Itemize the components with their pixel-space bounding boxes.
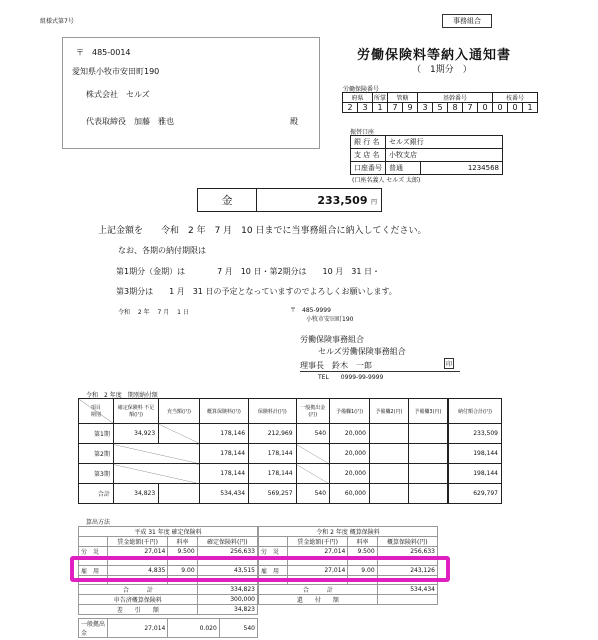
cell-reserve1: 20,000 xyxy=(330,424,370,444)
code-head-jurisdiction: 所掌 xyxy=(373,93,388,103)
issue-date: 令和 2 年 7 月 1 日 xyxy=(118,309,189,316)
bank-key: 銀 行 名 xyxy=(351,136,386,149)
notice-title: 労働保険料等納入通知書 xyxy=(357,48,512,63)
code-digit: 3 xyxy=(418,103,433,113)
association-tel: TEL 0999-99-9999 xyxy=(318,374,384,381)
code-head-prefecture: 府県 xyxy=(343,93,373,103)
association-name: 労働保険事務組合 xyxy=(300,335,364,344)
association-full-name: セルズ労働保険事務組合 xyxy=(318,347,406,356)
cell-reserve2 xyxy=(369,424,408,444)
head-estimated: 概算保険料(円) xyxy=(199,399,248,424)
calc-wage: 27,014 xyxy=(288,566,348,576)
cell-general xyxy=(296,464,330,484)
calc-head: 確定保険料(円) xyxy=(197,537,257,547)
code-digit: 1 xyxy=(523,103,538,113)
installment-table xyxy=(78,398,502,504)
association-address: 小牧市安田町190 xyxy=(306,316,354,323)
cell-reserve1: 20,000 xyxy=(330,464,370,484)
calc-premium: 243,126 xyxy=(377,566,437,576)
calc-premium: 43,515 xyxy=(197,566,257,576)
head-period: 期別 xyxy=(90,412,101,418)
calc-rate: 9.500 xyxy=(348,547,377,557)
bank-key: 支 店 名 xyxy=(351,149,386,162)
general-rate: 0.020 xyxy=(168,619,219,638)
installment-caption: 令和 2 年度 期別納付額 xyxy=(86,392,158,399)
code-digit: 0 xyxy=(493,103,508,113)
head-payment-total: 納付額合計(円) xyxy=(448,399,502,424)
insurance-number-table xyxy=(342,92,538,113)
cell-general: 540 xyxy=(296,424,330,444)
code-digit: 0 xyxy=(508,103,523,113)
deadline-line-1: 第1期分（金期）は 7 月 10 日・第2期分は 10 月 31 日・ xyxy=(116,267,380,276)
deadline-line-2: 第3期分は 1 月 31 日の予定となっていますのでよろしくお願いします。 xyxy=(116,287,397,296)
amount-box xyxy=(197,188,382,212)
cell-shortage xyxy=(113,444,199,464)
cell-reserve1: 20,000 xyxy=(330,444,370,464)
cell-reserve3 xyxy=(408,444,448,464)
head-corner: 項目 xyxy=(90,405,101,411)
calc-sum-value-right: 534,434 xyxy=(377,585,437,595)
general-wage: 27,014 xyxy=(108,619,168,638)
cell-estimated: 178,146 xyxy=(199,424,248,444)
cell-applied xyxy=(159,424,200,444)
head-general: 一般拠出金(円) xyxy=(296,399,330,424)
period-label: （ 1期分 ） xyxy=(412,65,472,75)
cell-premium-total: 212,969 xyxy=(249,424,296,444)
table-row xyxy=(79,424,502,444)
deadline-intro: なお、各期の納付期限は xyxy=(118,246,206,255)
calc-rate: 9.500 xyxy=(168,547,197,557)
amount-label: 金 xyxy=(198,189,257,212)
calc-caption: 算出方法 xyxy=(86,519,111,526)
bank-account-label: 振替口座 xyxy=(350,129,375,136)
recipient-address: 愛知県小牧市安田町190 xyxy=(72,67,160,76)
amount-unit: 円 xyxy=(370,198,377,206)
calc-sum-value: 334,823 xyxy=(197,585,257,595)
calc-rate: 9.00 xyxy=(168,566,197,576)
cell-reserve1: 60,000 xyxy=(330,484,370,504)
recipient-postal: 〒 485-0014 xyxy=(76,48,131,57)
cell-shortage xyxy=(113,464,199,484)
calc-diff-label: 差 引 額 xyxy=(79,605,198,615)
head-reserve1: 予備欄1(円) xyxy=(330,399,370,424)
table-row xyxy=(79,464,502,484)
recipient-company: 株式会社 セルズ xyxy=(86,90,150,99)
code-digit: 7 xyxy=(388,103,403,113)
calc-kind: 労 災 xyxy=(259,547,288,557)
cell-reserve3 xyxy=(408,464,448,484)
row-period: 第1期 xyxy=(79,424,114,444)
account-number: 1234568 xyxy=(420,162,502,175)
head-reserve3: 予備欄3(円) xyxy=(408,399,448,424)
cell-applied xyxy=(159,484,200,504)
calc-declared-label: 申告済概算保険料 xyxy=(79,595,198,605)
calc-sum-label: 合 計 xyxy=(79,585,198,595)
head-shortage: 確定保険料 不足額(円) xyxy=(113,399,158,424)
row-period: 合計 xyxy=(79,484,114,504)
calc-head: 賃金総額(千円) xyxy=(288,537,348,547)
amount-value: 233,509 xyxy=(317,193,368,207)
form-number: 組様式第7号 xyxy=(40,18,74,25)
code-head-office: 管轄 xyxy=(388,93,418,103)
calc-kind: 雇 用 xyxy=(259,566,288,576)
calc-head: 料率 xyxy=(168,537,197,547)
calc-head: 概算保険料(円) xyxy=(377,537,437,547)
calc-rate: 9.00 xyxy=(348,566,377,576)
code-digit: 3 xyxy=(358,103,373,113)
code-head-branch: 枝番号 xyxy=(493,93,538,103)
bank-table xyxy=(350,135,503,175)
head-reserve2: 予備欄2(円) xyxy=(369,399,408,424)
calc-wage: 4,835 xyxy=(108,566,168,576)
cell-payment: 629,797 xyxy=(448,484,502,504)
cell-estimated: 534,434 xyxy=(199,484,248,504)
code-digit: 2 xyxy=(343,103,358,113)
cell-general xyxy=(296,444,330,464)
code-digit: 1 xyxy=(373,103,388,113)
general-amount: 540 xyxy=(219,619,257,638)
cell-payment: 233,509 xyxy=(448,424,502,444)
cell-estimated: 178,144 xyxy=(199,464,248,484)
recipient-representative: 代表取締役 加藤 雅也 xyxy=(86,117,174,126)
account-holder: (口座名義人 セルズ 太郎) xyxy=(352,177,421,184)
table-row xyxy=(79,484,502,504)
calc-wage: 27,014 xyxy=(108,547,168,557)
cell-premium-total: 178,144 xyxy=(249,464,296,484)
bank-name: セルズ銀行 xyxy=(386,136,503,149)
general-label: 一般拠出金 xyxy=(79,619,108,638)
code-digit: 8 xyxy=(448,103,463,113)
calc-sum-label-right: 合 計 xyxy=(259,585,378,595)
calc-head: 料率 xyxy=(348,537,377,547)
code-head-base: 基幹番号 xyxy=(418,93,493,103)
cell-reserve2 xyxy=(369,444,408,464)
cell-shortage: 34,923 xyxy=(113,424,158,444)
code-digit: 9 xyxy=(403,103,418,113)
head-premium-total: 保険料計(円) xyxy=(249,399,296,424)
account-type: 普通 xyxy=(386,162,421,175)
branch-name: 小牧支店 xyxy=(386,149,503,162)
office-tag: 事務組合 xyxy=(442,14,492,28)
cell-premium-total: 178,144 xyxy=(249,444,296,464)
code-digit: 7 xyxy=(463,103,478,113)
association-postal: 〒 485-9999 xyxy=(290,307,331,314)
cell-general: 540 xyxy=(296,484,330,504)
cell-payment: 198,144 xyxy=(448,464,502,484)
calc-refund-label: 還 付 額 xyxy=(259,595,378,605)
calc-head: 賃金総額(千円) xyxy=(108,537,168,547)
calc-left-title: 平成 31 年度 確定保険料 xyxy=(79,527,258,537)
head-applied: 充当額(円) xyxy=(159,399,200,424)
cell-reserve2 xyxy=(369,484,408,504)
row-period: 第2期 xyxy=(79,444,114,464)
highlight-box xyxy=(70,556,450,582)
cell-reserve3 xyxy=(408,484,448,504)
calc-premium: 256,633 xyxy=(377,547,437,557)
calc-right-title: 令和 2 年度 概算保険料 xyxy=(259,527,438,537)
table-row xyxy=(79,444,502,464)
cell-estimated: 178,144 xyxy=(199,444,248,464)
cell-payment: 198,144 xyxy=(448,444,502,464)
calc-declared-value: 300,000 xyxy=(197,595,257,605)
insurance-number-label: 労働保険番号 xyxy=(343,86,380,93)
payment-instruction: 上記金額を 令和 2 年 7 月 10 日までに当事務組合に納入してください。 xyxy=(98,226,427,236)
cell-reserve2 xyxy=(369,464,408,484)
calc-premium: 256,633 xyxy=(197,547,257,557)
calc-wage: 27,014 xyxy=(288,547,348,557)
calc-kind: 労 災 xyxy=(79,547,108,557)
code-digit: 0 xyxy=(478,103,493,113)
association-chair: 理事長 鈴木 一郎 xyxy=(300,360,460,372)
cell-shortage: 34,823 xyxy=(113,484,158,504)
cell-reserve3 xyxy=(408,424,448,444)
bank-key: 口座番号 xyxy=(351,162,386,175)
cell-premium-total: 569,257 xyxy=(249,484,296,504)
association-seal: 印 xyxy=(444,358,454,369)
calc-diff-value: 34,823 xyxy=(197,605,257,615)
recipient-honorific: 殿 xyxy=(290,117,298,126)
calc-kind: 雇 用 xyxy=(79,566,108,576)
general-contribution-table xyxy=(78,618,258,638)
code-digit: 5 xyxy=(433,103,448,113)
row-period: 第3期 xyxy=(79,464,114,484)
